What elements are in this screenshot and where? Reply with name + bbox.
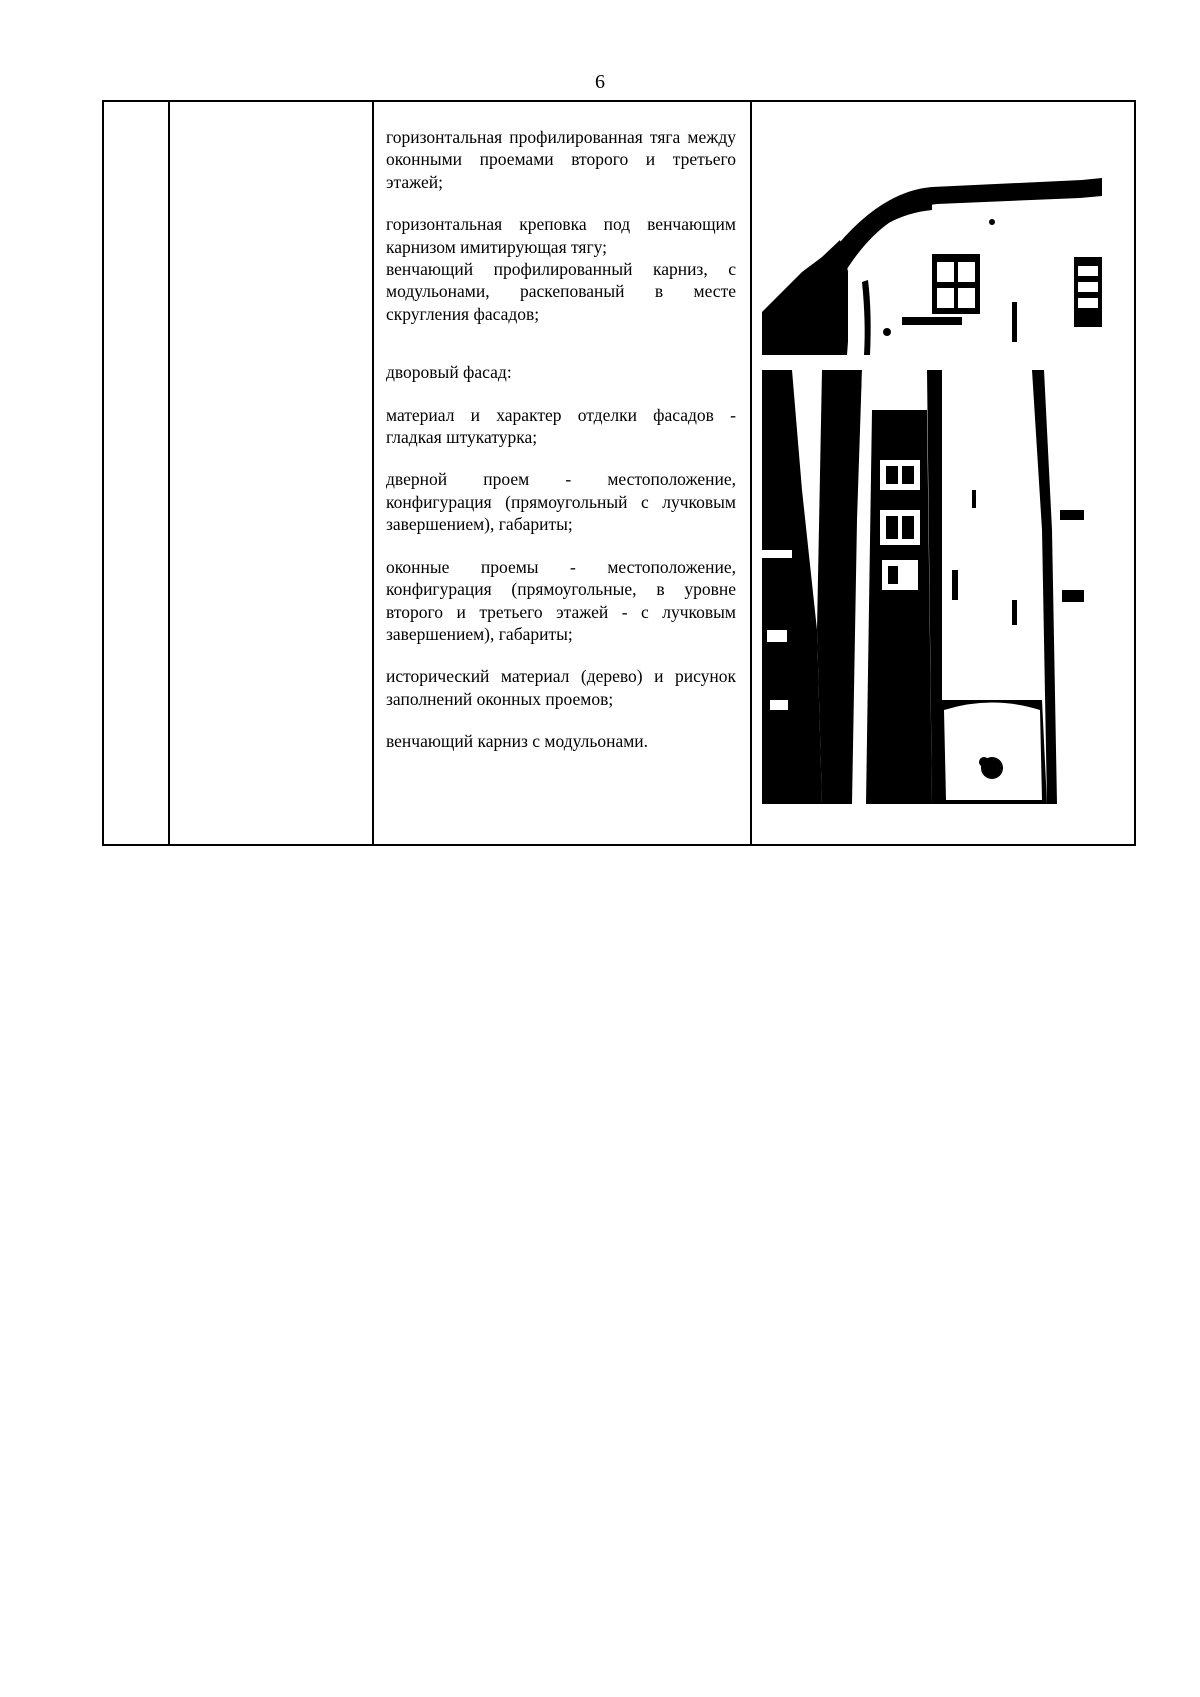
paragraph-3: венчающий профилированный карниз, с модульонами, раскепованый в месте скругления фасадов; — [386, 259, 736, 324]
paragraph-7: оконные проемы - местоположение, конфигурация (прямоугольные, в уровне второго и третьего этажей - с лучковым завершением), габариты; — [386, 556, 736, 644]
paragraph-2: горизонтальная креповка под венчающим карнизом имитирующая тягу; — [386, 214, 736, 257]
paragraph-9: венчающий карниз с модульонами. — [386, 731, 649, 752]
paragraph-5: материал и характер отделки фасадов - гладкая штукатурка; — [386, 404, 736, 448]
cornice-photo-graphic — [762, 162, 1102, 355]
courtyard-facade-graphic — [762, 370, 1084, 804]
paragraph-1: горизонтальная профилированная тяга между оконными проемами второго и третьего этажей; — [386, 127, 736, 192]
description-cell — [376, 102, 748, 773]
page-number: 6 — [595, 71, 605, 93]
column-divider-2 — [372, 102, 374, 844]
document-table — [102, 100, 1136, 846]
paragraph-6: дверной проем - местоположение, конфигурация (прямоугольный с лучковым завершением), габариты; — [386, 469, 736, 535]
cornice-photo — [762, 162, 1102, 355]
courtyard-facade-photo — [762, 370, 1084, 804]
column-divider-1 — [168, 102, 170, 844]
column-divider-3 — [750, 102, 752, 844]
paragraph-8: исторический материал (дерево) и рисунок заполнений оконных проемов; — [386, 666, 736, 709]
paragraph-4: дворовый фасад: — [386, 362, 512, 383]
